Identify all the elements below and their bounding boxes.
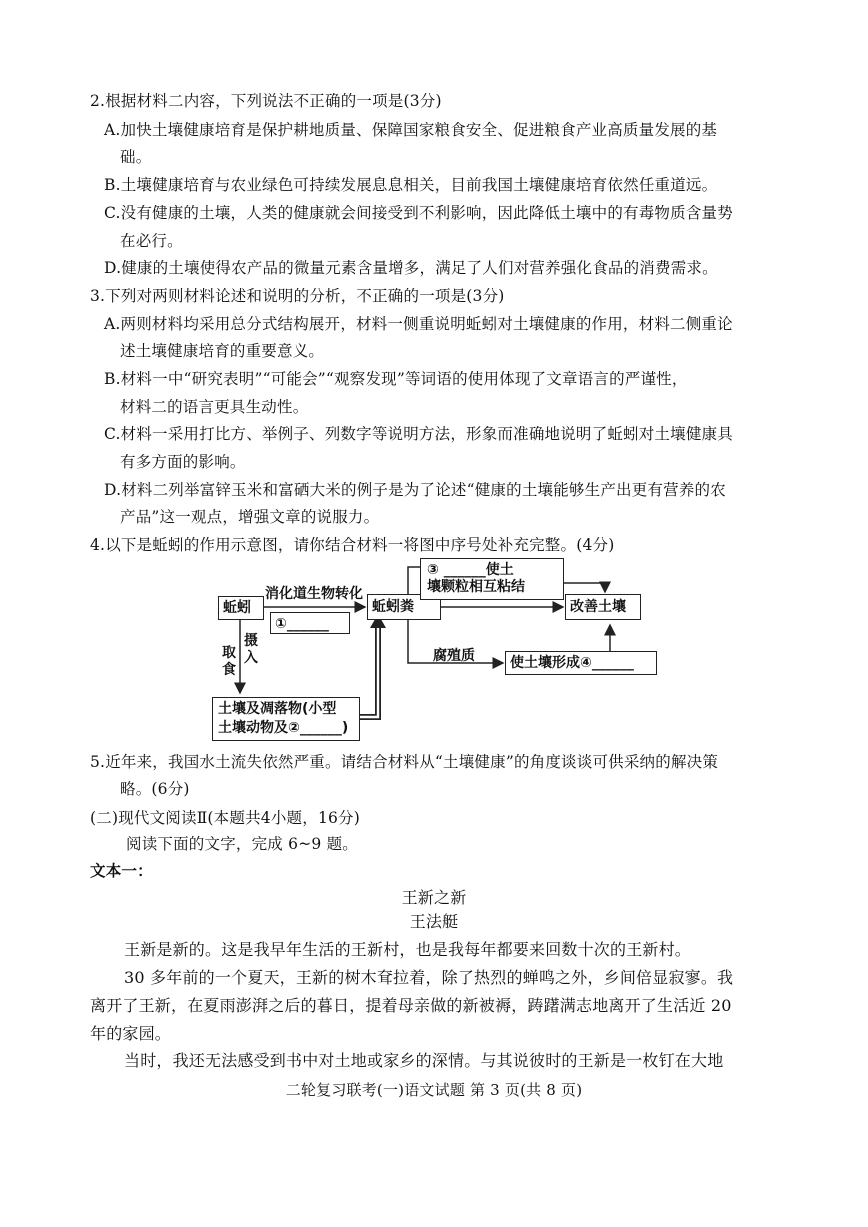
paragraph-3: 当时，我还无法感受到书中对土地或家乡的深情。与其说彼时的王新是一枚钉在大地 [124, 1051, 724, 1070]
soil-litter-box [212, 697, 360, 741]
earthworm-box: 蚯蚓 [218, 596, 264, 620]
blank-3-box [420, 558, 564, 600]
article-author: 王法艇 [409, 912, 459, 931]
paragraph-1: 王新是新的。这是我早年生活的王新村，也是我每年都要来回数十次的王新村。 [124, 940, 692, 959]
q5-stem-cont: 略。(6分) [120, 780, 190, 798]
blank-4-box: 使土壤形成④______ [505, 651, 657, 675]
digest-label: 消化道生物转化 [265, 586, 363, 602]
ingest-label: 摄入 [244, 633, 258, 666]
q2-option-a-cont: 础。 [120, 148, 152, 166]
blank-1-box: ①______ [270, 612, 350, 634]
thick-arrow-soil-to-feces [359, 625, 378, 717]
q3-option-d: D.材料二列举富锌玉米和富硒大米的例子是为了论述“健康的土壤能够生产出更有营养的农 [104, 481, 726, 499]
paragraph-2-line2: 离开了王新，在夏雨澎湃之后的暮日，提着母亲做的新被褥，踌躇满志地离开了生活近 20 [90, 996, 732, 1015]
q3-option-a: A.两则材料均采用总分式结构展开，材料一侧重说明蚯蚓对土壤健康的作用，材料二侧重论 [104, 315, 733, 333]
arrow-feces-to-blank3 [408, 567, 420, 595]
soil-litter-line2: 土壤动物及②______) [218, 720, 349, 736]
humus-label: 腐殖质 [433, 648, 475, 664]
take-food-label: 取食 [222, 645, 236, 678]
article-title: 王新之新 [401, 888, 467, 907]
q5-stem: 5.近年来，我国水土流失依然严重。请结合材料从“土壤健康”的角度谈谈可供采纳的解决策 [90, 753, 719, 771]
q2-stem: 2.根据材料二内容，下列说法不正确的一项是(3分) [90, 92, 442, 110]
blank-3-line1: ③ ______使土 [427, 562, 514, 578]
page-footer: 二轮复习联考(一)语文试题 第 3 页(共 8 页) [285, 1081, 583, 1099]
q3-option-d-cont: 产品”这一观点，增强文章的说服力。 [120, 508, 380, 526]
section-2-title: (二)现代文阅读Ⅱ(本题共4小题，16分) [90, 809, 361, 827]
q2-option-c: C.没有健康的土壤，人类的健康就会间接受到不利影响，因此降低土壤中的有毒物质含量势 [104, 204, 733, 222]
q3-option-c: C.材料一采用打比方、举例子、列数字等说明方法，形象而准确地说明了蚯蚓对土壤健康具 [104, 425, 733, 443]
q3-option-b: B.材料一中“研究表明”“可能会”“观察发现”等词语的使用体现了文章语言的严谨性， [104, 370, 688, 388]
q2-option-b: B.土壤健康培育与农业绿色可持续发展息息相关，目前我国土壤健康培育依然任重道远。 [104, 176, 718, 194]
soil-litter-line1: 土壤及凋落物(小型 [218, 701, 337, 717]
q2-option-c-cont: 在必行。 [120, 232, 183, 250]
paragraph-2-line3: 年的家园。 [90, 1024, 172, 1043]
q4-stem: 4.以下是蚯蚓的作用示意图，请你结合材料一将图中序号处补充完整。(4分) [90, 536, 615, 554]
q2-option-d: D.健康的土壤使得农产品的微量元素含量增多，满足了人们对营养强化食品的消费需求。 [104, 259, 718, 277]
blank-3-line2: 壤颗粒相互粘结 [427, 579, 525, 595]
text-1-label: 文本一： [90, 862, 153, 880]
q3-stem: 3.下列对两则材料论述和说明的分析，不正确的一项是(3分) [90, 287, 505, 305]
feces-box: 蚯蚓粪 [367, 594, 441, 620]
paragraph-2-line1: 30 多年前的一个夏天，王新的树木耷拉着，除了热烈的蝉鸣之外，乡间倍显寂寥。我 [124, 968, 734, 987]
q3-option-c-cont: 有多方面的影响。 [120, 453, 246, 471]
section-2-instructions: 阅读下面的文字，完成 6~9 题。 [126, 835, 358, 853]
q3-option-b-cont: 材料二的语言更具生动性。 [120, 398, 309, 416]
q2-option-a: A.加快土壤健康培育是保护耕地质量、保障国家粮食安全、促进粮食产业高质量发展的基 [104, 121, 718, 139]
q3-option-a-cont: 述土壤健康培育的重要意义。 [120, 342, 325, 360]
improve-soil-box: 改善土壤 [565, 594, 641, 620]
